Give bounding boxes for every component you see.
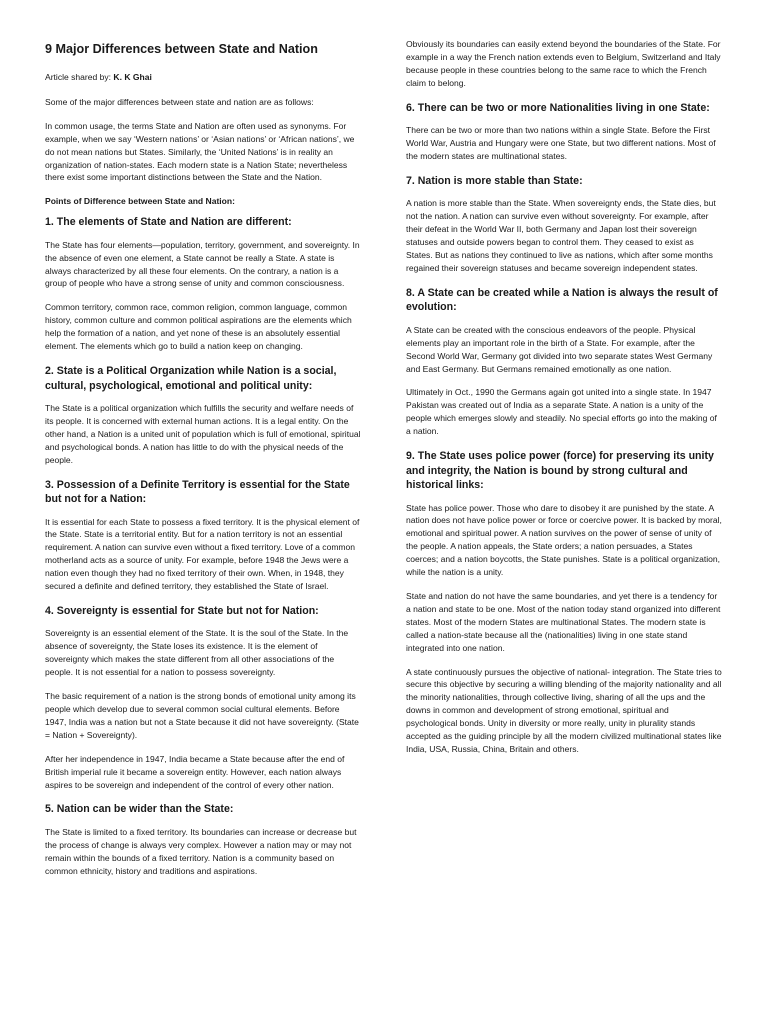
section-heading-8: 8. A State can be created while a Nation is always the result of evolution:: [406, 286, 718, 314]
section-heading-9: 9. The State uses police power (force) for preserving its unity and integrity, the Nation is bound by strong cultural and historical links:: [406, 450, 714, 492]
points-heading: Points of Difference between State and Nation:: [45, 196, 235, 207]
section-1-paragraph-2: Common territory, common race, common religion, common language, common history, common culture and common political aspirations are the elements which help the formation of a nation, and yet none of these is an absolutely essential element. The elements which go to build a nation keep on changing.: [45, 302, 352, 352]
byline-label: Article shared by:: [45, 72, 112, 82]
section-2-paragraph-1: The State is a political organization which fulfills the security and welfare needs of its people. It is concerned with external human actions. It is a legal entity. On the other hand, a Nation is a united unit of population which is full of emotional, spiritual and psychological bonds. A nation has little to do with the physical needs of the people.: [45, 403, 361, 465]
right-column: [406, 38, 722, 767]
section-heading-4: 4. Sovereignty is essential for State but not for Nation:: [45, 604, 319, 617]
section-5-paragraph-1: The State is limited to a fixed territory. Its boundaries can increase or decrease but the process of change is always very complex. However a nation may or may not remain within the bounds of a fixed territory. Nation is a community based on common ethnicity, history and traditions and aspirations.: [45, 826, 357, 876]
section-3-paragraph-1: It is essential for each State to possess a fixed territory. It is the physical element of the State. State is a territorial entity. But for a nation territory is not an essential requirement. A nation can survive even without a fixed territory. Love of a common motherland acts as a source of unity. For example, before 1948 the Jews were a nation even though they had no fixed territory of their own. When, in 1948, they secured a definite and defined territory, they established the State of Israel.: [45, 516, 360, 592]
section-4-paragraph-2: The basic requirement of a nation is the strong bonds of emotional unity among its people which develop due to several common social cultural elements. Before 1947, India was a nation but not a State because it did not have sovereignty. (State = Nation + Sovereignty).: [45, 691, 359, 740]
section-8-paragraph-2: Ultimately in Oct., 1990 the Germans again got united into a single state. In 1947 Pakistan was created out of India as a separate State. A nation is a unity of the people which emerges slowly and steadily. No special efforts go into the making of a nation.: [406, 387, 717, 437]
section-4-paragraph-1: Sovereignty is an essential element of the State. It is the soul of the State. In the absence of sovereignty, the State loses its existence. It is the element of sovereignty which makes the state different from all other associations of the people. It is not essential for a nation to possess sovereignty.: [45, 628, 349, 678]
section-4-paragraph-3: After her independence in 1947, India became a State because after the end of British imperial rule it became a sovereign entity. However, each nation always aspires to be sovereign and independent of the control of every other nation.: [45, 753, 345, 790]
continuation-paragraph: Obviously its boundaries can easily extend beyond the boundaries of the State. For example in a way the French nation extends even to Belgium, Switzerland and Italy because people in these countries belong to the same race to which the French claim to belong.: [406, 39, 721, 88]
section-8-paragraph-1: A State can be created with the conscious endeavors of the people. Physical elements play an important role in the birth of a State. For example, after the Second World War, Germany got divided into two separate states West Germany and East Germany. But Germans remained emotionally as one nation.: [406, 324, 713, 374]
section-9-paragraph-1: State has police power. Those who dare to disobey it are punished by the state. A nation does not have police power or force or coercive power. It is backed by moral, emotional and spiritual power. A nation survives on the power of sense of unity of the people. A nation appeals, the State orders; a nation persuades, a States coerces; and a nation boycotts, the State punishes. State is a political organization, while the nation is a unity.: [406, 502, 722, 578]
intro-paragraph-1: Some of the major differences between state and nation are as follows:: [45, 96, 314, 107]
section-6-paragraph-1: There can be two or more than two nations within a single State. Before the First World War, Austria and Hungary were one State, but two different nations. Most of the modern states are multinational states.: [406, 125, 716, 161]
section-heading-2: 2. State is a Political Organization while Nation is a social, cultural, psychological, emotional and political unity:: [45, 365, 337, 392]
intro-paragraph-2: In common usage, the terms State and Nation are often used as synonyms. For example, when we say ‘Western nations’ or ‘Asian nations’ or ‘African nations’, we do not mean nations but States. Similarly, the ‘United Nations’ is in reality an organization of nation-states. Each modern state is a Nation State; nevertheless there exist some important distinctions between the State and the Nation.: [45, 120, 355, 183]
section-heading-6: 6. There can be two or more Nationalities living in one State:: [406, 101, 710, 114]
section-heading-5: 5. Nation can be wider than the State:: [45, 803, 234, 816]
left-column: [45, 36, 361, 889]
section-1-paragraph-1: The State has four elements—population, territory, government, and sovereignty. In the absence of even one element, a State cannot be really a State. A state is always characterized by all these four elements. On the contrary, a nation is a group of people who have a strong sense of unity and common consciousness.: [45, 239, 360, 289]
section-9-paragraph-2: State and nation do not have the same boundaries, and yet there is a tendency for a nation and state to be one. Most of the nation today stand organized into different states. Most of the modern States are multinational States. The modern state is called a nation-state because all the (nationalities) living in one state stand integrated into one nation.: [406, 590, 721, 653]
section-heading-7: 7. Nation is more stable than State:: [406, 174, 583, 187]
section-heading-1: 1. The elements of State and Nation are different:: [45, 216, 292, 229]
section-9-paragraph-3: A state continuously pursues the objective of national- integration. The State tries to secure this objective by securing a willing blending of the majority nationality and all the minority nationalities, through collective living, sharing of all the ups and the downs in common and development of strong emotional, spiritual and psychological bonds. Unity in diversity or more really, unity in plurality stands accepted as the guiding principle by all the modern civilized multinational states like India, USA, Russia, China, Britain and others.: [406, 666, 722, 754]
article-title: 9 Major Differences between State and Nation: [45, 42, 318, 56]
section-heading-3: 3. Possession of a Definite Territory is essential for the State but not for a Nation:: [45, 478, 350, 506]
section-7-paragraph-1: A nation is more stable than the State. When sovereignty ends, the State dies, but not the nation. A nation can survive even without sovereignty. For example, after their defeat in the World War II, both Germany and Japan lost their sovereign statuses and outside powers began to control them. They ceased to exist as States. But as nations they continued to live as nations, which after some months regained their sovereign statuses and became sovereign independent states.: [406, 198, 716, 273]
byline: [45, 71, 361, 84]
byline-author: K. K Ghai: [113, 72, 152, 82]
